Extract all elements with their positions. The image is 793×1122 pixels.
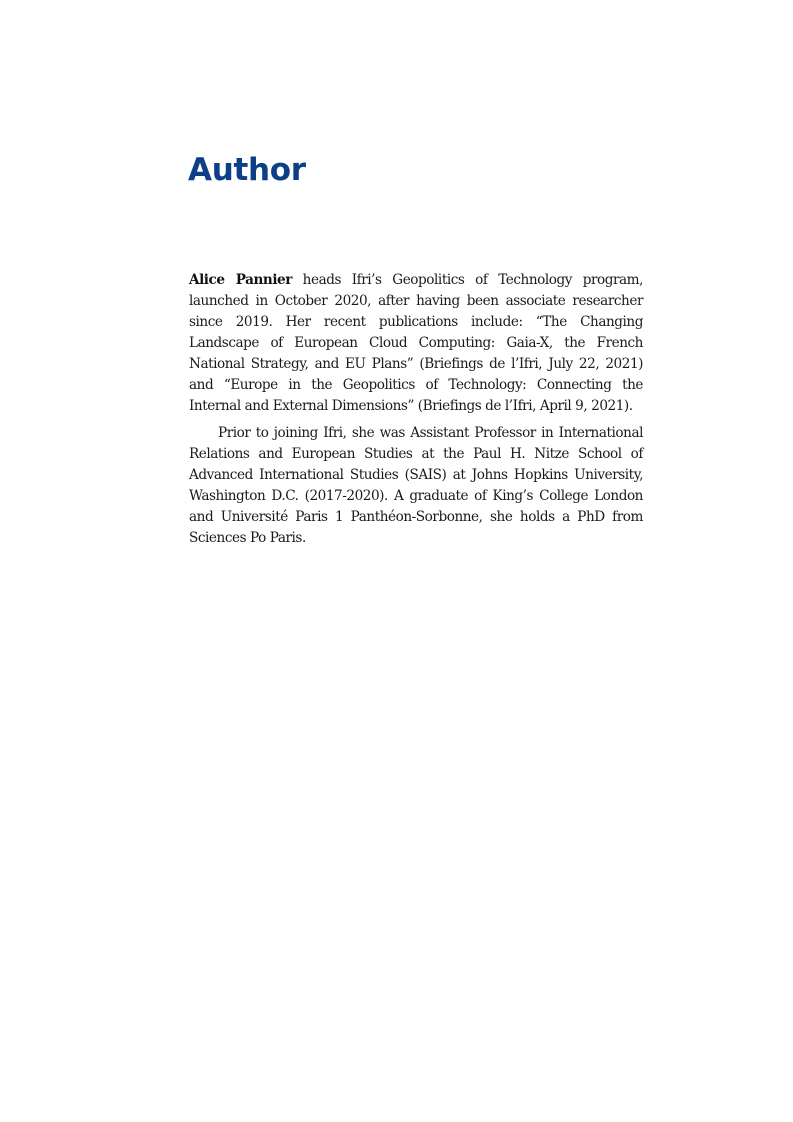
- author-name: Alice Pannier: [189, 272, 292, 288]
- bio-paragraph-2: Prior to joining Ifri, she was Assistant Professor in International Relations and European Studies at the Paul H. Nitze School of Advanced International Studies (SAIS) at Johns Hopkins University, Washington D.C. (2017-2020). A graduate of King’s College London and Université Paris 1 Panthéon-Sorbonne, she holds a PhD from Sciences Po Paris.: [189, 425, 643, 546]
- page-title: Author: [188, 152, 306, 188]
- bio-paragraph-1: [189, 270, 643, 417]
- bio-paragraph-1-text: heads Ifri’s Geopolitics of Technology program, launched in October 2020, after having been associate researcher since 2019. Her recent publications include: “The Changing Landscape of European Cloud Computing: Gaia-X, the French National Strategy, and EU Plans” (Briefings de l’Ifri, July 22, 2021) and “Europe in the Geopolitics of Technology: Connecting the Internal and External Dimensions” (Briefings de l’Ifri, April 9, 2021).: [189, 272, 643, 414]
- author-bio: [189, 270, 643, 549]
